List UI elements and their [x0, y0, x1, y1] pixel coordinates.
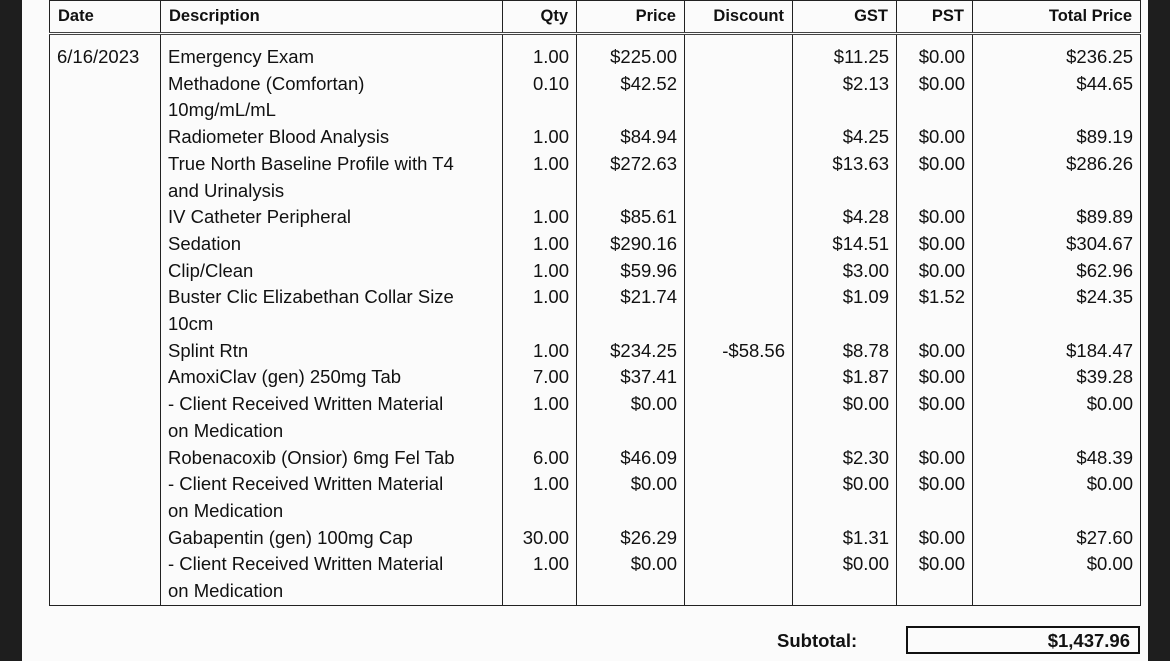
col-header-date: Date — [50, 1, 161, 34]
price-line: $0.00 — [630, 393, 677, 415]
descriptions-line: on Medication — [168, 419, 284, 441]
price-line: $85.61 — [620, 206, 677, 228]
qty-line — [510, 578, 569, 605]
gst-line: $1.09 — [842, 286, 889, 308]
price-line: $272.63 — [610, 152, 677, 174]
price-line: $84.94 — [620, 126, 677, 148]
qty-line: 1.00 — [532, 152, 569, 174]
photo-frame-left — [0, 0, 22, 661]
qty-line: 6.00 — [532, 446, 569, 468]
discount-line — [692, 231, 785, 258]
discount-line — [692, 178, 785, 205]
descriptions-line: IV Catheter Peripheral — [168, 206, 352, 228]
pst-line — [904, 498, 965, 525]
qty-line: 1.00 — [532, 339, 569, 361]
qty-line: 1.00 — [532, 206, 569, 228]
descriptions-line: Emergency Exam — [168, 46, 314, 67]
discount-line — [692, 498, 785, 525]
discount-line — [692, 525, 785, 552]
descriptions-line: Buster Clic Elizabethan Collar Size — [168, 286, 454, 308]
descriptions-line: Radiometer Blood Analysis — [168, 126, 390, 148]
col-header-price: Price — [577, 1, 685, 34]
total-line: $48.39 — [1076, 446, 1133, 468]
price-line: $0.00 — [630, 473, 677, 495]
gst-line: $2.13 — [842, 72, 889, 94]
col-header-discount: Discount — [685, 1, 793, 34]
discount-line: -$58.56 — [722, 339, 785, 361]
gst-line: $1.31 — [842, 526, 889, 548]
descriptions-line: and Urinalysis — [168, 179, 285, 201]
total-line: $24.35 — [1076, 286, 1133, 308]
pst-line: $0.00 — [918, 473, 965, 495]
qty-line — [510, 178, 569, 205]
price-column — [577, 34, 685, 606]
pst-line: $0.00 — [918, 259, 965, 281]
pst-line: $0.00 — [918, 152, 965, 174]
total-line — [980, 498, 1133, 525]
discount-line — [692, 391, 785, 418]
col-header-qty: Qty — [503, 1, 577, 34]
discount-line — [692, 551, 785, 578]
pst-line: $0.00 — [918, 339, 965, 361]
descriptions-line: 10mg/mL/mL — [168, 99, 276, 121]
gst-line — [800, 178, 889, 205]
gst-line — [800, 578, 889, 605]
qty-line: 30.00 — [522, 526, 569, 548]
total-line — [980, 578, 1133, 605]
discount-line — [692, 284, 785, 311]
pst-line: $0.00 — [918, 526, 965, 548]
qty-line — [510, 498, 569, 525]
gst-column — [793, 34, 897, 606]
gst-line: $0.00 — [842, 473, 889, 495]
pst-line: $0.00 — [918, 366, 965, 388]
pst-line: $0.00 — [918, 446, 965, 468]
col-header-description: Description — [161, 1, 503, 34]
discount-line — [692, 445, 785, 472]
total-line — [980, 311, 1133, 338]
descriptions-line: Splint Rtn — [168, 339, 249, 361]
discount-line — [692, 364, 785, 391]
discount-line — [692, 471, 785, 498]
total-line — [980, 97, 1133, 124]
gst-line — [800, 311, 889, 338]
discount-column — [685, 34, 793, 606]
discount-line — [692, 418, 785, 445]
descriptions-line: on Medication — [168, 580, 284, 602]
gst-line — [800, 97, 889, 124]
price-line: $21.74 — [620, 286, 677, 308]
total-line: $286.26 — [1066, 152, 1133, 174]
pst-line: $1.52 — [918, 286, 965, 308]
total-line: $62.96 — [1076, 259, 1133, 281]
descriptions-line: 10cm — [168, 313, 214, 335]
qty-line: 1.00 — [532, 126, 569, 148]
total-line: $39.28 — [1076, 366, 1133, 388]
price-line: $46.09 — [620, 446, 677, 468]
gst-line: $4.28 — [842, 206, 889, 228]
descriptions-line: Sedation — [168, 232, 242, 254]
qty-line: 7.00 — [532, 366, 569, 388]
photo-frame-right — [1148, 0, 1170, 661]
price-line: $0.00 — [630, 553, 677, 575]
qty-column — [503, 34, 577, 606]
col-header-total: Total Price — [973, 1, 1141, 34]
descriptions-line: Methadone (Comfortan) — [168, 72, 365, 94]
descriptions-line: Gabapentin (gen) 100mg Cap — [168, 526, 413, 548]
gst-line: $11.25 — [833, 46, 889, 67]
gst-line: $2.30 — [842, 446, 889, 468]
discount-line — [692, 311, 785, 338]
qty-line: 1.00 — [532, 46, 569, 67]
descriptions-line: - Client Received Written Material — [168, 553, 444, 575]
price-line — [584, 178, 677, 205]
gst-line: $8.78 — [842, 339, 889, 361]
invoice-sheet — [22, 0, 1148, 661]
pst-line — [904, 578, 965, 605]
invoice-body-row — [50, 34, 1141, 606]
qty-line: 1.00 — [532, 393, 569, 415]
qty-line — [510, 97, 569, 124]
total-line: $304.67 — [1066, 232, 1133, 254]
descriptions-line: - Client Received Written Material — [168, 393, 444, 415]
total-line: $89.19 — [1076, 126, 1133, 148]
price-line — [584, 97, 677, 124]
gst-line: $0.00 — [842, 553, 889, 575]
pst-line — [904, 97, 965, 124]
total-line: $89.89 — [1076, 206, 1133, 228]
qty-line: 1.00 — [532, 259, 569, 281]
qty-line: 1.00 — [532, 473, 569, 495]
discount-line — [692, 204, 785, 231]
total-line: $0.00 — [1086, 393, 1133, 415]
total-line: $44.65 — [1076, 72, 1133, 94]
pst-line: $0.00 — [918, 206, 965, 228]
descriptions-line: AmoxiClav (gen) 250mg Tab — [168, 366, 402, 388]
descriptions-line: True North Baseline Profile with T4 — [168, 152, 454, 174]
gst-line — [800, 418, 889, 445]
subtotal-value: $1,437.96 — [906, 626, 1140, 654]
gst-line: $3.00 — [842, 259, 889, 281]
price-line — [584, 578, 677, 605]
pst-column — [897, 34, 973, 606]
price-line — [584, 418, 677, 445]
price-line: $234.25 — [610, 339, 677, 361]
total-line: $0.00 — [1086, 553, 1133, 575]
discount-line — [692, 151, 785, 178]
price-line: $290.16 — [610, 232, 677, 254]
discount-line — [692, 578, 785, 605]
col-header-pst: PST — [897, 1, 973, 34]
price-line: $225.00 — [610, 46, 677, 67]
description-column — [161, 34, 503, 606]
price-line: $42.52 — [620, 72, 677, 94]
gst-line: $13.63 — [832, 152, 889, 174]
gst-line: $4.25 — [842, 126, 889, 148]
descriptions-line: Robenacoxib (Onsior) 6mg Fel Tab — [168, 446, 455, 468]
col-header-gst: GST — [793, 1, 897, 34]
qty-line: 1.00 — [532, 232, 569, 254]
descriptions-line: - Client Received Written Material — [168, 473, 444, 495]
discount-line — [692, 97, 785, 124]
pst-line — [904, 418, 965, 445]
price-line: $26.29 — [620, 526, 677, 548]
gst-line: $14.51 — [832, 232, 889, 254]
gst-line — [800, 498, 889, 525]
pst-line — [904, 178, 965, 205]
discount-line — [692, 258, 785, 285]
price-line: $59.96 — [620, 259, 677, 281]
pst-line: $0.00 — [918, 232, 965, 254]
total-line: $236.25 — [1066, 46, 1133, 67]
pst-line: $0.00 — [918, 553, 965, 575]
discount-line — [692, 44, 785, 71]
discount-line — [692, 124, 785, 151]
subtotal-label: Subtotal: — [777, 630, 858, 651]
price-line — [584, 498, 677, 525]
gst-line: $1.87 — [842, 366, 889, 388]
total-line: $0.00 — [1086, 473, 1133, 495]
gst-line: $0.00 — [842, 393, 889, 415]
invoice-table — [49, 0, 1141, 606]
qty-line — [510, 418, 569, 445]
total-line: $184.47 — [1066, 339, 1133, 361]
pst-line: $0.00 — [918, 46, 965, 67]
total-line: $27.60 — [1076, 526, 1133, 548]
header-row — [50, 1, 1141, 34]
pst-line: $0.00 — [918, 393, 965, 415]
pst-line: $0.00 — [918, 72, 965, 94]
qty-line: 1.00 — [532, 286, 569, 308]
discount-line — [692, 71, 785, 98]
descriptions-line: on Medication — [168, 499, 284, 521]
qty-line: 0.10 — [532, 72, 569, 94]
pst-line: $0.00 — [918, 126, 965, 148]
price-line: $37.41 — [620, 366, 677, 388]
total-line — [980, 178, 1133, 205]
total-line — [980, 418, 1133, 445]
descriptions-line: Clip/Clean — [168, 259, 254, 281]
invoice-date: 6/16/2023 — [57, 46, 140, 67]
total-column — [973, 34, 1141, 606]
qty-line: 1.00 — [532, 553, 569, 575]
qty-line — [510, 311, 569, 338]
price-line — [584, 311, 677, 338]
pst-line — [904, 311, 965, 338]
date-cell — [50, 34, 161, 606]
